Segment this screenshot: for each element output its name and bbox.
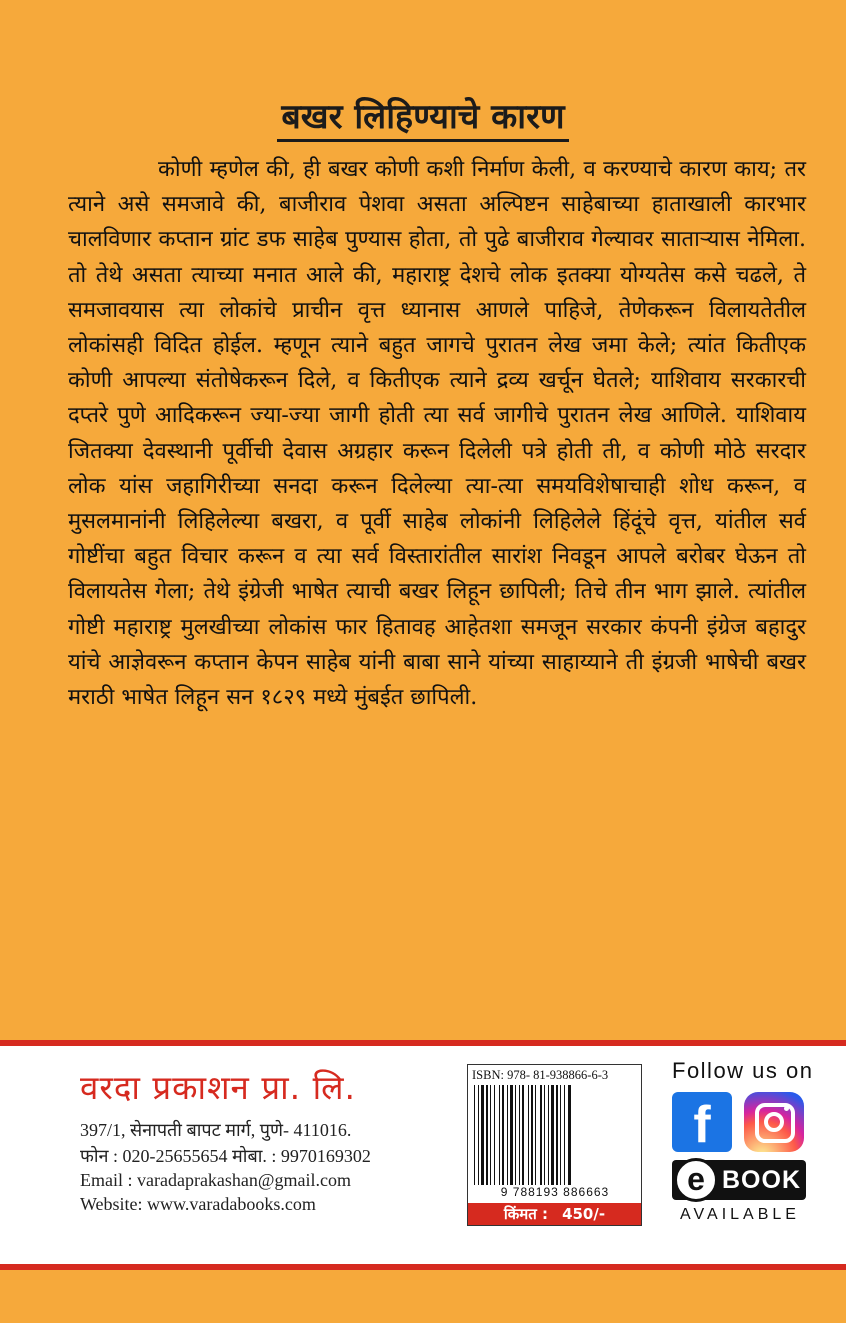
publisher-website: Website: www.varadabooks.com: [80, 1194, 316, 1214]
available-label: AVAILABLE: [680, 1206, 800, 1223]
barcode-bars: [474, 1085, 636, 1185]
barcode-bar: [568, 1085, 571, 1185]
instagram-dot-shape: [784, 1106, 789, 1111]
barcode-bar: [531, 1085, 533, 1185]
barcode-bar: [494, 1085, 495, 1185]
barcode-box: [467, 1064, 642, 1226]
barcode-bar: [481, 1085, 484, 1185]
facebook-icon[interactable]: [672, 1092, 732, 1152]
ebook-icon: [672, 1160, 806, 1200]
page-title: [0, 92, 846, 138]
barcode-bar: [499, 1085, 500, 1185]
barcode-bar: [528, 1085, 529, 1185]
price-value: 450/-: [562, 1205, 606, 1223]
barcode-bar: [522, 1085, 524, 1185]
barcode-number: 9 788193 886663: [500, 1185, 610, 1199]
barcode-bar: [510, 1085, 513, 1185]
barcode-bar: [507, 1085, 508, 1185]
title-text: बखर लिहिण्याचे कारण: [277, 97, 568, 142]
price-strip: [468, 1203, 641, 1225]
barcode-bar: [474, 1085, 475, 1185]
publisher-phone: फोन : 020-25655654 मोबा. : 9970169302: [80, 1146, 371, 1166]
facebook-letter: f: [693, 1096, 711, 1154]
publisher-address: 397/1, सेनापती बापट मार्ग, पुणे- 411016.: [80, 1120, 352, 1140]
barcode-bar: [560, 1085, 561, 1185]
barcode-bar: [544, 1085, 545, 1185]
barcode-bar: [551, 1085, 554, 1185]
barcode-bar: [548, 1085, 549, 1185]
barcode-bar: [502, 1085, 504, 1185]
price-label: किंमत :: [503, 1205, 549, 1223]
publisher-email: Email : varadaprakashan@gmail.com: [80, 1170, 351, 1190]
barcode-bar: [540, 1085, 542, 1185]
publisher-name: वरदा प्रकाशन प्रा. लि.: [80, 1068, 357, 1107]
barcode-bar: [564, 1085, 565, 1185]
barcode-bar: [478, 1085, 479, 1185]
barcode-bar: [486, 1085, 488, 1185]
footer-band: [0, 1040, 846, 1270]
body-paragraph: कोणी म्हणेल की, ही बखर कोणी कशी निर्माण केली, व करण्याचे कारण काय; तर त्याने असे समजावे की, बाजीराव पेशवा असता अल्पिष्टन साहेबाच्या हाताखाली कारभार चालविणार कप्तान ग्रांट डफ साहेब पुण्यास होता, तो पुढे बाजीराव गेल्यावर साताऱ्यास नेमिला. तो तेथे असता त्याच्या मनात आले की, महाराष्ट्र देशचे लोक इतक्या योग्यतेस कसे चढले, ते समजावयास त्या लोकांचे प्राचीन वृत्त ध्यानास आणले पाहिजे, तेणेकरून विलायतेतील लोकांसही विदित होईल. म्हणून त्याने बहुत जागचे पुरातन लेख जमा केले; त्यांत कितीएक कोणी आपल्या संतोषेकरून दिले, व कितीएक त्याने द्रव्य खर्चून घेतले; याशिवाय सरकारची दप्तरे पुणे आदिकरून ज्या-ज्या जागी होती त्या सर्व जागीचे पुरातन लेख आणिले. याशिवाय जितक्या देवस्थानी पूर्वीची देवास अग्रहार करून दिलेली पत्रे होती ती, व कोणी मोठे सरदार लोक यांस जहागिरीच्या सनदा करून दिलेल्या त्या-त्या समयविशेषाचाही शोध करून, व मुसलमानांनी लिहिलेल्या बखरा, व पूर्वी साहेब लोकांनी लिहिलेले हिंदूंचे वृत्त, यांतील सर्व गोष्टींचा बहुत विचार करून व त्या सर्व विस्तारांतील सारांश निवडून आपले बरोबर घेऊन तो विलायतेस गेला; तेथे इंग्रेजी भाषेत त्याची बखर लिहून छापिली; तिचे तीन भाग झाले. त्यांतील गोष्टी महाराष्ट्र मुलखीच्या लोकांस फार हितावह आहेतशा समजून सरकार कंपनी इंग्रेज बहादुर यांचे आज्ञेवरून कप्तान केपन साहेब यांनी बाबा साने यांच्या साहाय्याने ती इंग्रजी भाषेची बखर मराठी भाषेत लिहून सन १८२९ मध्ये मुंबईत छापिली.: [68, 157, 806, 711]
instagram-icon[interactable]: [744, 1092, 804, 1152]
barcode-bar: [535, 1085, 536, 1185]
instagram-lens-shape: [764, 1112, 784, 1132]
follow-us-label: Follow us on: [672, 1058, 814, 1083]
barcode-bar: [515, 1085, 516, 1185]
ebook-e-letter: e: [674, 1158, 718, 1202]
barcode-bar: [519, 1085, 520, 1185]
isbn-text: ISBN: 978- 81-938866-6-3: [472, 1068, 609, 1082]
ebook-book-text: BOOK: [722, 1166, 801, 1194]
barcode-bar: [556, 1085, 558, 1185]
barcode-bar: [490, 1085, 491, 1185]
